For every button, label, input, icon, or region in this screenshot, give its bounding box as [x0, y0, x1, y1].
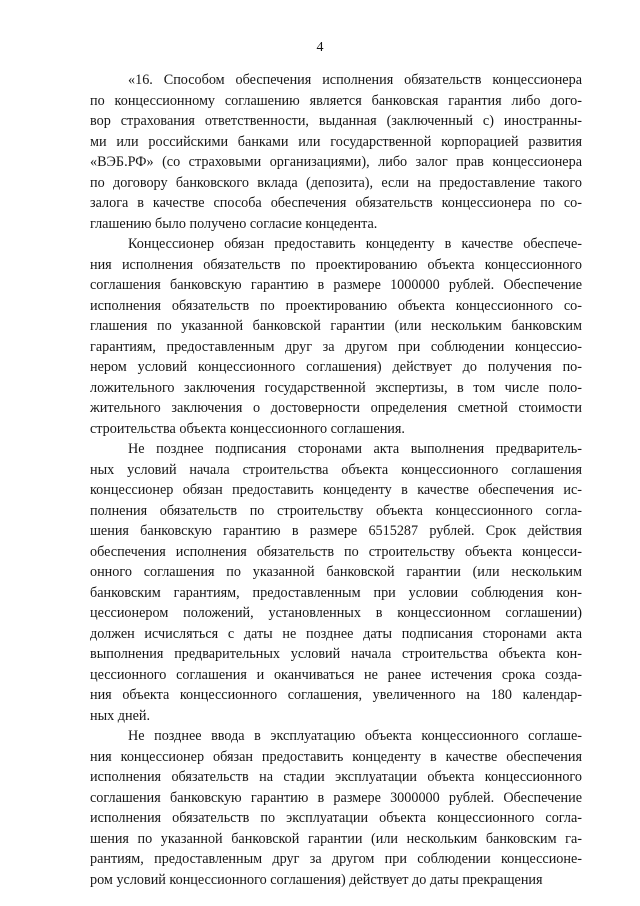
text-line: рантиям, предоставленным друг за другом при соблюдении концессионе- [90, 851, 582, 867]
text-line: должен исчисляться с даты не позднее даты подписания сторонами акта [90, 625, 582, 642]
page-number: 4 [316, 40, 324, 55]
text-line: гарантиям, предоставленным друг за другом при соблюдении концессио- [90, 338, 582, 355]
text-line: «16. Способом обеспечения исполнения обязательств концессионера [128, 72, 582, 88]
text-line: ных условий начала строительства объекта концессионного соглашения [90, 461, 582, 478]
text-line: ния исполнения обязательств по проектированию объекта концессионного [90, 256, 582, 273]
paragraph [90, 70, 582, 234]
text-line: цессионного соглашения и оканчиваться не ранее истечения срока созда- [90, 666, 582, 683]
paragraph [90, 726, 582, 890]
text-line: нером условий концессионного соглашения) действует до получения по- [90, 359, 582, 375]
text-line: соглашения банковскую гарантию в размере 1000000 рублей. Обеспечение [90, 277, 582, 293]
text-line: ложительного заключения государственной экспертизы, в том числе поло- [90, 379, 582, 396]
text-line: обеспечения исполнения обязательств по строительству объекта концесси- [90, 543, 582, 560]
paragraph [90, 439, 582, 726]
text-line: вор страхования ответственности, выданная (заключенный с) иностранны- [90, 113, 582, 129]
text-line: исполнения обязательств по эксплуатации объекта концессионного согла- [90, 810, 582, 826]
text-line: выполнения предварительных условий начала строительства объекта кон- [90, 646, 582, 662]
text-line: цессионером положений, установленных в концессионном соглашении) [90, 605, 582, 621]
text-line: банковским гарантиям, предоставленным при условии соблюдения кон- [90, 584, 582, 601]
text-line: Концессионер обязан предоставить концеденту в качестве обеспече- [128, 236, 582, 252]
text-line: по концессионному соглашению является банковская гарантия либо дого- [90, 92, 582, 109]
document-body [90, 70, 582, 890]
text-line: залога в качестве способа обеспечения обязательств концессионера по со- [90, 195, 582, 211]
text-line: по договору банковского вклада (депозита), если на предоставление такого [90, 174, 582, 191]
text-line: «ВЭБ.РФ» (со страховыми организациями), либо залог прав концессионера [90, 154, 582, 170]
text-line: исполнения обязательств на стадии эксплуатации объекта концессионного [90, 769, 582, 785]
text-line: ных дней. [90, 707, 151, 724]
text-line: исполнения обязательств по проектированию объекта концессионного со- [90, 297, 582, 314]
text-line: Не позднее ввода в эксплуатацию объекта концессионного соглаше- [128, 728, 582, 744]
text-line: соглашения банковскую гарантию в размере 3000000 рублей. Обеспечение [90, 789, 582, 806]
text-line: глашению было получено согласие концедента. [90, 215, 378, 232]
text-line: шения банковскую гарантию в размере 6515287 рублей. Срок действия [90, 523, 582, 539]
text-line: онного соглашения по указанной банковской гарантии (или нескольким [90, 564, 582, 580]
text-line: шения по указанной банковской гарантии (или нескольким банковским га- [90, 830, 582, 847]
text-line: концессионер обязан предоставить концеденту в качестве обеспечения ис- [90, 482, 582, 498]
text-line: Не позднее подписания сторонами акта выполнения предваритель- [128, 441, 582, 457]
paragraph [90, 234, 582, 439]
text-line: ния объекта концессионного соглашения, увеличенного на 180 календар- [90, 687, 582, 703]
text-line: строительства объекта концессионного соглашения. [90, 420, 405, 437]
text-line: ния концессионер обязан предоставить концеденту в качестве обеспечения [90, 748, 582, 765]
text-line: ром условий концессионного соглашения) действует до даты прекращения [90, 871, 543, 888]
text-line: ми или российскими банками или государственной корпорацией развития [90, 133, 582, 150]
text-line: глашения по указанной банковской гарантии (или нескольким банковским [90, 318, 582, 334]
text-line: жительного заключения о достоверности определения сметной стоимости [90, 400, 582, 416]
text-line: полнения обязательств по строительству объекта концессионного согла- [90, 502, 582, 519]
